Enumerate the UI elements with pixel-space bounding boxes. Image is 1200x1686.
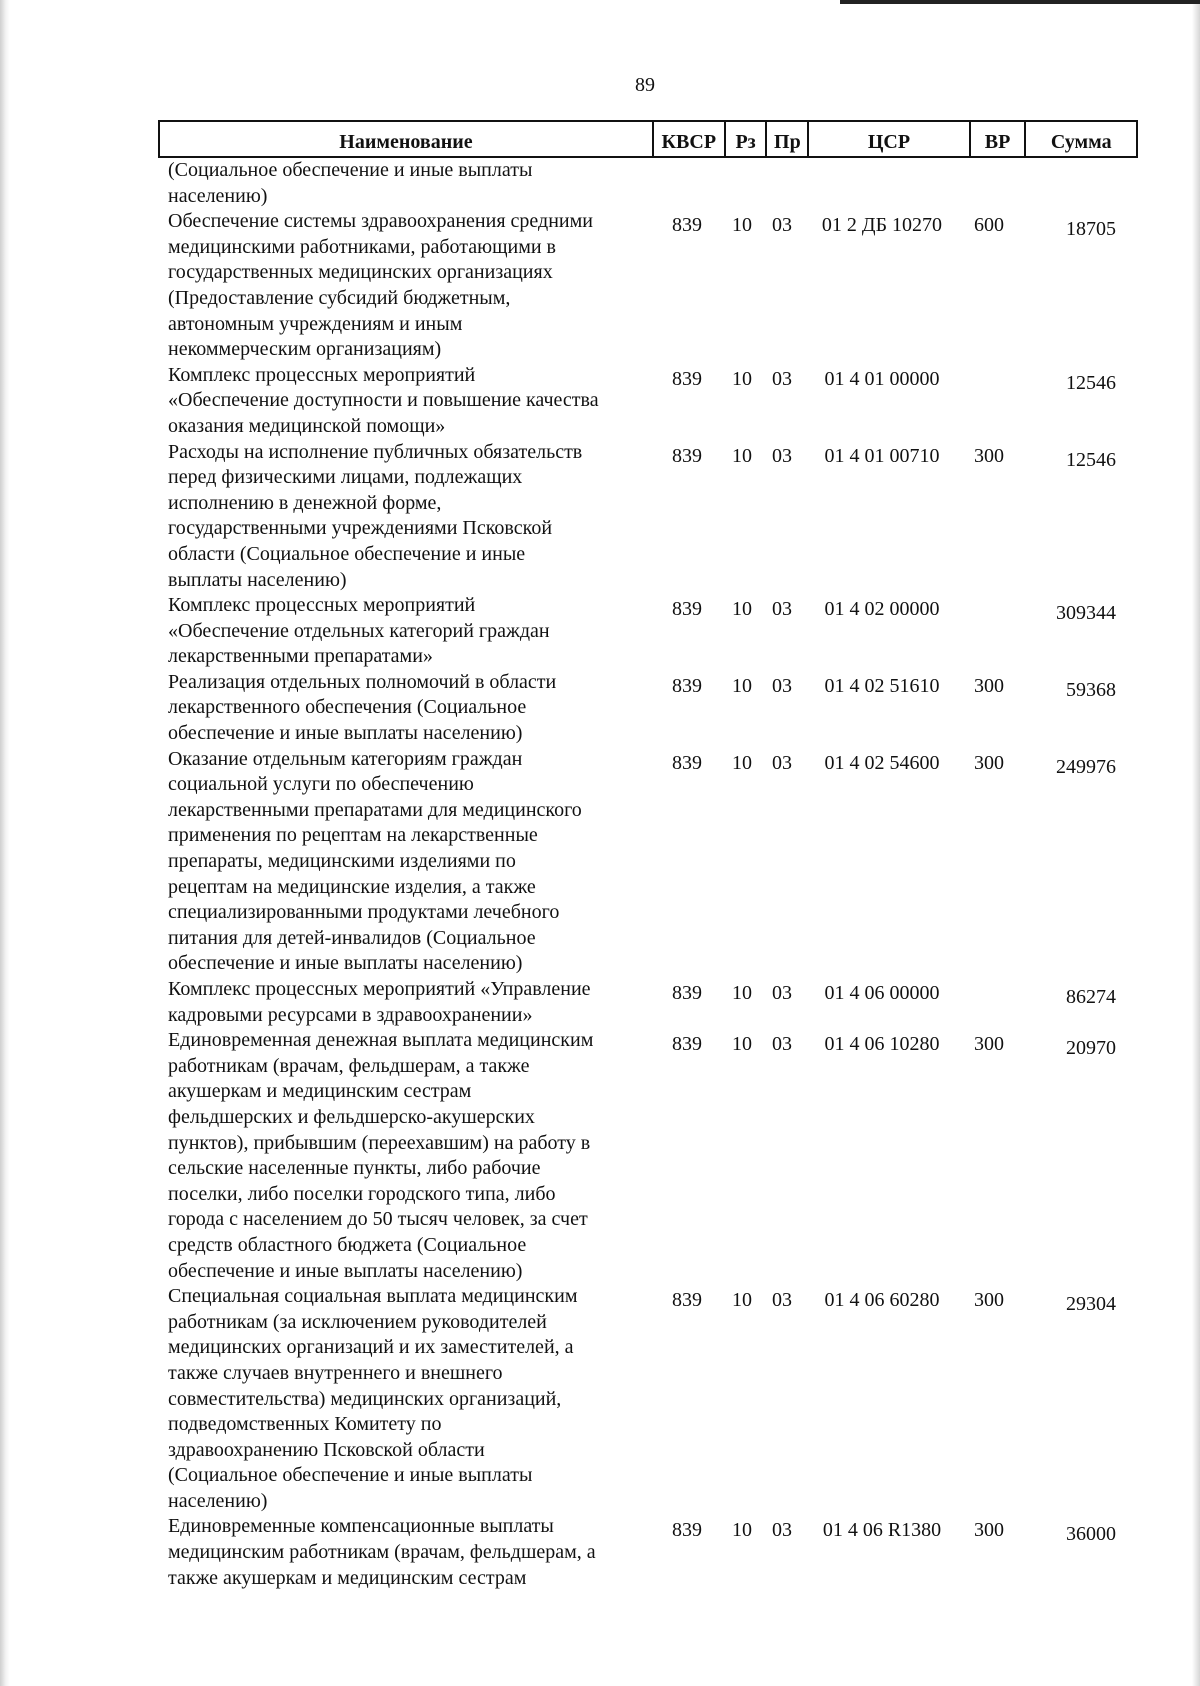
row-vr [962,363,1016,440]
scan-edge-left [0,0,10,1686]
row-name-line: поселки, либо поселки городского типа, либо [168,1182,556,1205]
row-name-line: обеспечение и иные выплаты населению) [168,722,523,745]
row-name-line: Реализация отдельных полномочий в области [168,670,557,693]
header-name: Наименование [158,122,652,156]
row-sum: 249976 [1056,755,1116,778]
table-row [158,363,1138,440]
row-name-line: Единовременные компенсационные выплаты [168,1515,554,1538]
row-rz: 10 [732,598,752,621]
row-name [158,977,652,1028]
row-csr: 01 4 06 60280 [824,1289,940,1312]
row-kvsr [652,158,722,209]
row-name [158,440,652,594]
row-name [158,1028,652,1284]
row-name-line: лекарственными препаратами» [168,645,433,668]
row-sum: 18705 [1066,218,1116,241]
row-name-line: медицинскими работниками, работающими в [168,235,556,258]
row-name-line: акушеркам и медицинским сестрам [168,1080,472,1103]
row-name-line: исполнению в денежной форме, [168,491,442,514]
row-csr: 01 4 02 51610 [824,674,940,697]
row-kvsr: 839 [672,444,702,467]
table-row [158,593,1138,670]
row-kvsr: 839 [672,674,702,697]
row-name-line: государственными учреждениями Псковской [168,517,553,540]
row-rz: 10 [732,367,752,390]
row-csr: 01 4 06 10280 [824,1033,940,1056]
row-vr: 300 [974,1519,1004,1542]
row-name-line: (Социальное обеспечение и иные выплаты [168,159,533,181]
row-name-line: фельдшерских и фельдшерско-акушерских [168,1105,535,1128]
row-sum: 86274 [1066,986,1116,1008]
row-name-line: средств областного бюджета (Социальное [168,1233,527,1256]
row-rz: 10 [732,674,752,697]
table-row [158,670,1138,747]
row-name-line: города с населением до 50 тысяч человек, за счет [168,1208,588,1231]
row-sum: 29304 [1066,1293,1116,1316]
table-row [158,209,1138,363]
header-vr: ВР [969,122,1025,156]
row-csr: 01 4 01 00710 [824,444,940,467]
page-number: 89 [635,74,655,96]
row-sum: 59368 [1066,678,1116,701]
row-sum: 309344 [1056,602,1116,625]
row-pr: 03 [772,1519,792,1542]
scan-top-rule [840,0,1200,4]
row-name-line: пунктов), прибывшим (переехавшим) на работу в [168,1131,591,1154]
row-sum: 12546 [1066,371,1116,394]
row-sum [1016,158,1126,209]
row-pr: 03 [772,1033,792,1056]
row-csr: 01 4 02 00000 [824,598,940,621]
row-name-line: обеспечение и иные выплаты населению) [168,1259,523,1282]
row-name-line: также акушеркам и медицинским сестрам [168,1566,527,1589]
row-pr: 03 [772,214,792,237]
row-name-line: Комплекс процессных мероприятий [168,363,476,386]
table-row [158,1028,1138,1284]
row-name-line: подведомственных Комитету по [168,1413,442,1436]
row-vr: 300 [974,1033,1004,1056]
budget-table [158,120,1138,1591]
row-vr [962,158,1016,209]
row-kvsr: 839 [672,1519,702,1542]
row-name-line: области (Социальное обеспечение и иные [168,542,526,565]
row-kvsr: 839 [672,982,702,1004]
row-rz: 10 [732,1519,752,1542]
header-pr: Пр [765,122,807,156]
row-kvsr: 839 [672,214,702,237]
row-name [158,593,652,670]
table-row [158,158,1138,209]
row-name-line: обеспечение и иные выплаты населению) [168,952,523,975]
row-pr: 03 [772,1289,792,1312]
row-name-line: Обеспечение системы здравоохранения средними [168,210,593,233]
row-name-line: оказания медицинской помощи» [168,414,446,437]
row-pr [762,158,802,209]
row-name-line: здравоохранению Псковской области [168,1438,485,1461]
row-name-line: Единовременная денежная выплата медицинским [168,1029,594,1052]
row-name-line: «Обеспечение отдельных категорий граждан [168,619,550,642]
row-name-line: сельские населенные пункты, либо рабочие [168,1157,541,1180]
row-rz: 10 [732,1289,752,1312]
row-name-line: Специальная социальная выплата медицинским [168,1285,578,1308]
scan-edge-right [1192,0,1200,1686]
row-pr: 03 [772,982,792,1004]
header-rz: Рз [724,122,766,156]
row-csr [802,158,962,209]
row-name [158,670,652,747]
row-vr: 300 [974,1289,1004,1312]
row-name-line: питания для детей-инвалидов (Социальное [168,926,536,949]
row-name-line: медицинским работникам (врачам, фельдшерам, а [168,1541,596,1564]
row-vr: 300 [974,674,1004,697]
row-pr: 03 [772,674,792,697]
row-sum: 20970 [1066,1037,1116,1060]
row-name-line: препараты, медицинскими изделиями по [168,850,516,873]
row-name-line: рецептам на медицинские изделия, а также [168,875,536,898]
row-csr: 01 4 06 00000 [824,982,940,1004]
row-name [158,1284,652,1514]
table-body [158,158,1138,1591]
row-csr: 01 4 06 R1380 [822,1519,942,1542]
row-vr: 300 [974,751,1004,774]
row-pr: 03 [772,751,792,774]
row-vr [962,593,1016,670]
row-name-line: Оказание отдельным категориям граждан [168,747,523,770]
row-pr: 03 [772,598,792,621]
row-rz [722,158,762,209]
row-name-line: социальной услуги по обеспечению [168,773,474,796]
row-name-line: совместительства) медицинских организаций, [168,1387,562,1410]
row-csr: 01 2 ДБ 10270 [821,214,943,237]
row-name-line: специализированными продуктами лечебного [168,901,560,924]
row-name-line: работникам (врачам, фельдшерам, а также [168,1054,530,1077]
row-name-line: работникам (за исключением руководителей [168,1310,547,1333]
row-rz: 10 [732,444,752,467]
row-name-line: применения по рецептам на лекарственные [168,824,538,847]
row-name-line: также случаев внутреннего и внешнего [168,1361,503,1384]
row-rz: 10 [732,982,752,1004]
row-name-line: Комплекс процессных мероприятий «Управление [168,978,591,1000]
row-kvsr: 839 [672,1289,702,1312]
row-name-line: (Предоставление субсидий бюджетным, [168,286,511,309]
row-name-line: населению) [168,184,268,207]
row-csr: 01 4 01 00000 [824,367,940,390]
row-name-line: перед физическими лицами, подлежащих [168,466,523,489]
header-kvsr: КВСР [652,122,724,156]
row-sum: 12546 [1066,448,1116,471]
row-name-line: населению) [168,1489,268,1512]
row-kvsr: 839 [672,367,702,390]
row-name-line: Расходы на исполнение публичных обязательств [168,440,583,463]
row-vr: 300 [974,444,1004,467]
row-kvsr: 839 [672,1033,702,1056]
row-name-line: лекарственными препаратами для медицинского [168,798,582,821]
table-row [158,977,1138,1028]
row-name [158,209,652,363]
row-name-line: государственных медицинских организациях [168,261,553,284]
table-row [158,747,1138,977]
row-sum: 36000 [1066,1523,1116,1546]
row-name-line: лекарственного обеспечения (Социальное [168,696,527,719]
row-kvsr: 839 [672,751,702,774]
row-csr: 01 4 02 54600 [824,751,940,774]
table-row [158,1284,1138,1514]
row-rz: 10 [732,214,752,237]
row-name [158,1514,652,1591]
row-rz: 10 [732,751,752,774]
table-row [158,440,1138,594]
row-vr [962,977,1016,1028]
row-name [158,747,652,977]
row-name-line: некоммерческим организациям) [168,338,442,361]
row-kvsr: 839 [672,598,702,621]
table-header [158,120,1138,158]
row-name-line: медицинских организаций и их заместителей, а [168,1336,574,1359]
row-pr: 03 [772,367,792,390]
header-csr: ЦСР [807,122,968,156]
header-sum: Сумма [1024,122,1138,156]
row-pr: 03 [772,444,792,467]
row-name [158,158,652,209]
row-name-line: «Обеспечение доступности и повышение качества [168,389,599,412]
row-name-line: (Социальное обеспечение и иные выплаты [168,1464,533,1487]
row-name-line: автономным учреждениям и иным [168,312,463,335]
row-name-line: выплаты населению) [168,568,347,591]
table-row [158,1514,1138,1591]
row-name-line: кадровыми ресурсами в здравоохранении» [168,1003,533,1026]
row-rz: 10 [732,1033,752,1056]
row-name [158,363,652,440]
row-name-line: Комплекс процессных мероприятий [168,594,476,617]
row-vr: 600 [974,214,1004,237]
